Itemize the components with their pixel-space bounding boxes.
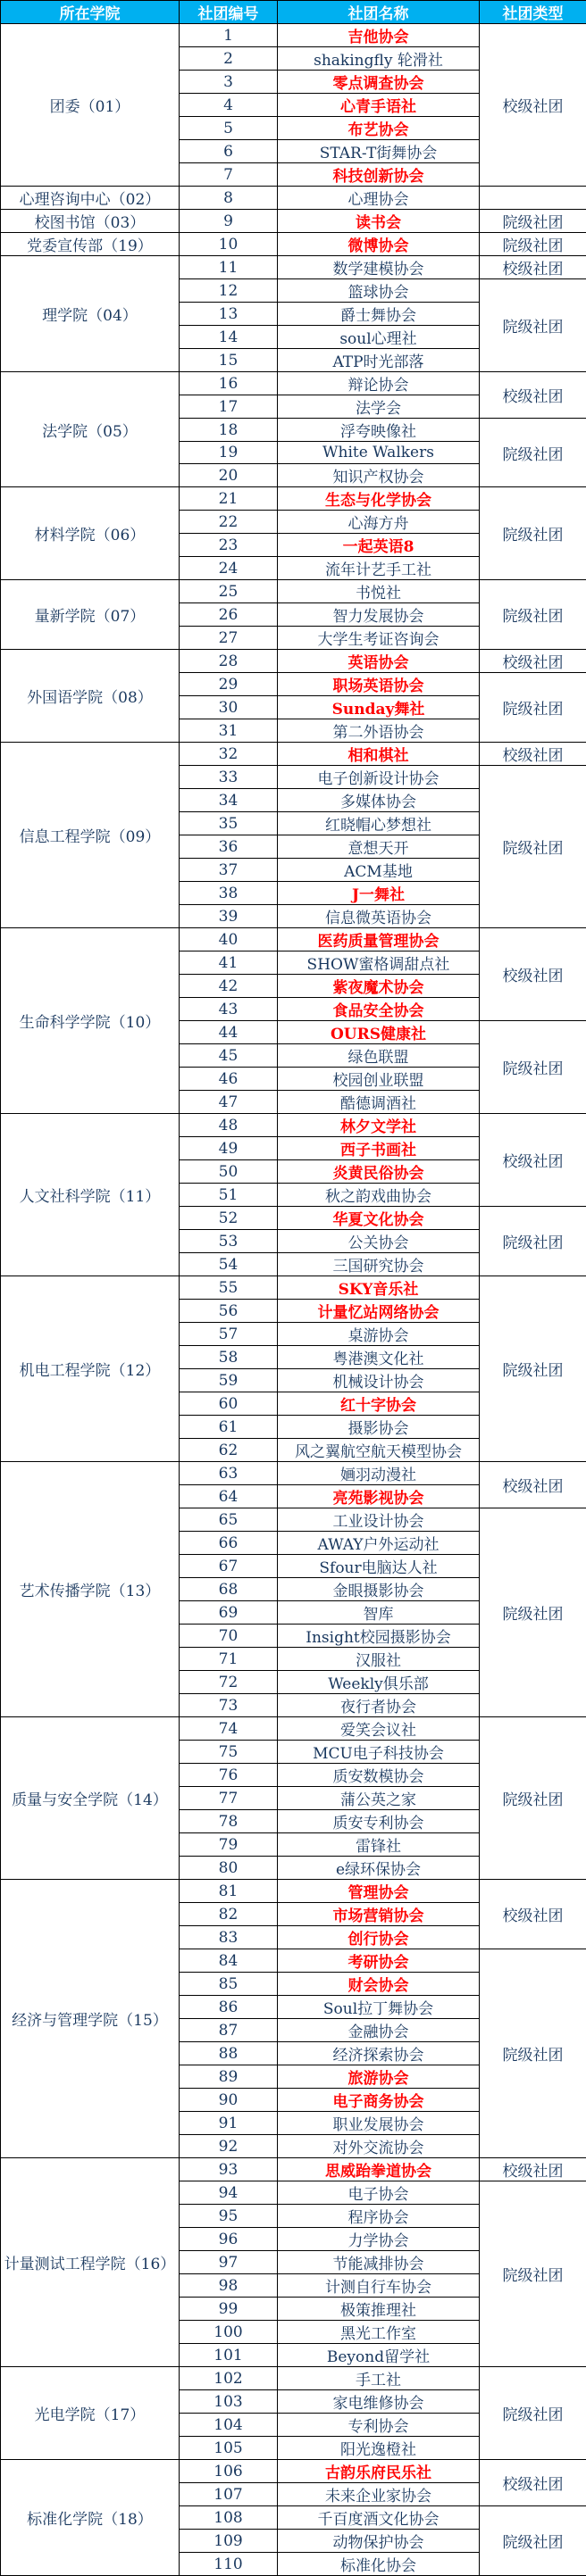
club-name-cell: Soul拉丁舞协会 xyxy=(278,1996,480,2019)
college-cell: 质量与安全学院（14） xyxy=(1,1717,180,1880)
college-cell: 党委宣传部（19） xyxy=(1,233,180,256)
table-row xyxy=(1,1276,586,1300)
college-cell: 标准化学院（18） xyxy=(1,2460,180,2576)
club-name-cell: 古韵乐府民乐社 xyxy=(278,2460,480,2483)
club-name-cell: 市场营销协会 xyxy=(278,1903,480,1926)
club-type-cell: 校级社团 xyxy=(480,650,586,673)
table-row xyxy=(1,256,586,279)
college-cell: 光电学院（17） xyxy=(1,2367,180,2460)
club-name-cell: Sfour电脑达人社 xyxy=(278,1555,480,1578)
club-id-cell: 26 xyxy=(180,603,278,627)
club-id-cell: 85 xyxy=(180,1973,278,1996)
club-name-cell: 阳光逸橙社 xyxy=(278,2437,480,2460)
club-id-cell: 82 xyxy=(180,1903,278,1926)
club-type-cell: 校级社团 xyxy=(480,2460,586,2506)
club-name-cell: 英语协会 xyxy=(278,650,480,673)
club-id-cell: 54 xyxy=(180,1253,278,1276)
club-id-cell: 88 xyxy=(180,2042,278,2065)
table-row xyxy=(1,1462,586,1485)
club-id-cell: 44 xyxy=(180,1021,278,1044)
club-name-cell: 辩论协会 xyxy=(278,372,480,395)
club-id-cell: 15 xyxy=(180,349,278,372)
club-id-cell: 41 xyxy=(180,951,278,975)
club-name-cell: SKY音乐社 xyxy=(278,1276,480,1300)
club-id-cell: 79 xyxy=(180,1833,278,1857)
club-name-cell: 信息微英语协会 xyxy=(278,905,480,928)
club-id-cell: 34 xyxy=(180,789,278,812)
club-id-cell: 38 xyxy=(180,882,278,905)
club-id-cell: 11 xyxy=(180,256,278,279)
club-id-cell: 78 xyxy=(180,1810,278,1833)
club-id-cell: 71 xyxy=(180,1648,278,1671)
club-name-cell: 华夏文化协会 xyxy=(278,1207,480,1230)
table-row xyxy=(1,233,586,256)
club-type-cell: 院级社团 xyxy=(480,2506,586,2576)
club-name-cell: 科技创新协会 xyxy=(278,163,480,187)
club-id-cell: 96 xyxy=(180,2228,278,2251)
college-cell: 人文社科学院（11） xyxy=(1,1114,180,1276)
club-type-cell: 院级社团 xyxy=(480,1717,586,1880)
club-type-cell: 院级社团 xyxy=(480,487,586,580)
club-name-cell: 黑光工作室 xyxy=(278,2321,480,2344)
club-id-cell: 13 xyxy=(180,303,278,326)
club-name-cell: 爵士舞协会 xyxy=(278,303,480,326)
club-id-cell: 27 xyxy=(180,627,278,650)
club-type-cell: 校级社团 xyxy=(480,24,586,187)
club-name-cell: 创行协会 xyxy=(278,1926,480,1949)
club-name-cell: 粤港澳文化社 xyxy=(278,1346,480,1369)
club-id-cell: 89 xyxy=(180,2065,278,2089)
club-id-cell: 47 xyxy=(180,1091,278,1114)
club-name-cell: 金眼摄影协会 xyxy=(278,1578,480,1601)
club-id-cell: 42 xyxy=(180,975,278,998)
table-row xyxy=(1,928,586,951)
club-id-cell: 106 xyxy=(180,2460,278,2483)
club-name-cell: 食品安全协会 xyxy=(278,998,480,1021)
club-name-cell: 雷锋社 xyxy=(278,1833,480,1857)
table-row xyxy=(1,580,586,603)
club-name-cell: 西子书画社 xyxy=(278,1137,480,1160)
college-cell: 机电工程学院（12） xyxy=(1,1276,180,1462)
club-name-cell: 汉服社 xyxy=(278,1648,480,1671)
club-id-cell: 17 xyxy=(180,395,278,419)
club-name-cell: OURS健康社 xyxy=(278,1021,480,1044)
club-id-cell: 76 xyxy=(180,1764,278,1787)
club-id-cell: 55 xyxy=(180,1276,278,1300)
club-id-cell: 87 xyxy=(180,2019,278,2042)
college-cell: 校图书馆（03） xyxy=(1,210,180,233)
club-id-cell: 4 xyxy=(180,94,278,117)
club-name-cell: 校园创业联盟 xyxy=(278,1068,480,1091)
club-name-cell: 考研协会 xyxy=(278,1949,480,1973)
club-id-cell: 91 xyxy=(180,2112,278,2135)
club-name-cell: 力学协会 xyxy=(278,2228,480,2251)
club-name-cell: 桌游协会 xyxy=(278,1323,480,1346)
club-name-cell: 动物保护协会 xyxy=(278,2530,480,2553)
club-name-cell: 金融协会 xyxy=(278,2019,480,2042)
club-name-cell: 法学会 xyxy=(278,395,480,419)
club-id-cell: 81 xyxy=(180,1880,278,1903)
club-type-cell: 院级社团 xyxy=(480,766,586,928)
club-name-cell: 心理协会 xyxy=(278,187,480,210)
club-id-cell: 14 xyxy=(180,326,278,349)
club-name-cell: ACM基地 xyxy=(278,859,480,882)
club-id-cell: 18 xyxy=(180,419,278,442)
club-id-cell: 25 xyxy=(180,580,278,603)
club-type-cell: 校级社团 xyxy=(480,1880,586,1949)
club-name-cell: 质安专利协会 xyxy=(278,1810,480,1833)
club-id-cell: 105 xyxy=(180,2437,278,2460)
club-type-cell: 院级社团 xyxy=(480,419,586,487)
club-type-cell: 院级社团 xyxy=(480,1021,586,1114)
table-row xyxy=(1,487,586,511)
club-name-cell: Weekly俱乐部 xyxy=(278,1671,480,1694)
club-id-cell: 52 xyxy=(180,1207,278,1230)
club-id-cell: 50 xyxy=(180,1160,278,1184)
college-cell: 信息工程学院（09） xyxy=(1,743,180,928)
club-id-cell: 30 xyxy=(180,696,278,719)
club-id-cell: 103 xyxy=(180,2390,278,2414)
table-row xyxy=(1,1717,586,1741)
club-id-cell: 58 xyxy=(180,1346,278,1369)
club-name-cell: STAR-T街舞协会 xyxy=(278,140,480,163)
club-id-cell: 69 xyxy=(180,1601,278,1625)
club-id-cell: 99 xyxy=(180,2298,278,2321)
club-id-cell: 49 xyxy=(180,1137,278,1160)
club-id-cell: 59 xyxy=(180,1369,278,1392)
club-name-cell: 工业设计协会 xyxy=(278,1508,480,1532)
club-id-cell: 45 xyxy=(180,1044,278,1068)
club-type-cell: 校级社团 xyxy=(480,372,586,419)
club-name-cell: 读书会 xyxy=(278,210,480,233)
club-name-cell: 财会协会 xyxy=(278,1973,480,1996)
club-name-cell: shakingfly 轮滑社 xyxy=(278,47,480,71)
table-row xyxy=(1,210,586,233)
club-id-cell: 84 xyxy=(180,1949,278,1973)
club-id-cell: 10 xyxy=(180,233,278,256)
club-name-cell: 多媒体协会 xyxy=(278,789,480,812)
club-id-cell: 43 xyxy=(180,998,278,1021)
club-name-cell: 千百度酒文化协会 xyxy=(278,2506,480,2530)
club-name-cell: 程序协会 xyxy=(278,2205,480,2228)
club-name-cell: 公关协会 xyxy=(278,1230,480,1253)
club-id-cell: 64 xyxy=(180,1485,278,1508)
club-type-cell: 院级社团 xyxy=(480,1207,586,1276)
club-id-cell: 74 xyxy=(180,1717,278,1741)
club-id-cell: 107 xyxy=(180,2483,278,2506)
club-id-cell: 65 xyxy=(180,1508,278,1532)
club-name-cell: 炎黄民俗协会 xyxy=(278,1160,480,1184)
club-name-cell: 家电维修协会 xyxy=(278,2390,480,2414)
club-name-cell: 标准化协会 xyxy=(278,2553,480,2576)
club-id-cell: 3 xyxy=(180,71,278,94)
club-name-cell: 数学建模协会 xyxy=(278,256,480,279)
club-id-cell: 28 xyxy=(180,650,278,673)
club-id-cell: 57 xyxy=(180,1323,278,1346)
club-id-cell: 72 xyxy=(180,1671,278,1694)
club-type-cell: 校级社团 xyxy=(480,2158,586,2181)
club-id-cell: 23 xyxy=(180,534,278,557)
header-club-id: 社团编号 xyxy=(180,1,278,24)
club-name-cell: 书悦社 xyxy=(278,580,480,603)
club-type-cell: 院级社团 xyxy=(480,233,586,256)
club-id-cell: 77 xyxy=(180,1787,278,1810)
club-name-cell: 布艺协会 xyxy=(278,117,480,140)
club-name-cell: 婳羽动漫社 xyxy=(278,1462,480,1485)
club-id-cell: 20 xyxy=(180,464,278,487)
club-name-cell: 一起英语8 xyxy=(278,534,480,557)
club-id-cell: 12 xyxy=(180,279,278,303)
club-id-cell: 104 xyxy=(180,2414,278,2437)
club-type-cell: 校级社团 xyxy=(480,743,586,766)
club-type-cell xyxy=(480,187,586,210)
club-name-cell: 大学生考证咨询会 xyxy=(278,627,480,650)
club-id-cell: 39 xyxy=(180,905,278,928)
club-id-cell: 16 xyxy=(180,372,278,395)
club-name-cell: 医药质量管理协会 xyxy=(278,928,480,951)
club-name-cell: 篮球协会 xyxy=(278,279,480,303)
table-row xyxy=(1,1114,586,1137)
club-id-cell: 6 xyxy=(180,140,278,163)
club-id-cell: 9 xyxy=(180,210,278,233)
club-id-cell: 31 xyxy=(180,719,278,743)
club-name-cell: 林夕文学社 xyxy=(278,1114,480,1137)
club-id-cell: 63 xyxy=(180,1462,278,1485)
college-cell: 艺术传播学院（13） xyxy=(1,1462,180,1717)
club-name-cell: 职业发展协会 xyxy=(278,2112,480,2135)
club-name-cell: 亮苑影视协会 xyxy=(278,1485,480,1508)
club-name-cell: 心海方舟 xyxy=(278,511,480,534)
club-name-cell: 电子创新设计协会 xyxy=(278,766,480,789)
club-id-cell: 51 xyxy=(180,1184,278,1207)
club-name-cell: 风之翼航空航天模型协会 xyxy=(278,1439,480,1462)
club-id-cell: 33 xyxy=(180,766,278,789)
club-name-cell: 蒲公英之家 xyxy=(278,1787,480,1810)
club-name-cell: 第二外语协会 xyxy=(278,719,480,743)
club-name-cell: 电子协会 xyxy=(278,2181,480,2205)
club-id-cell: 86 xyxy=(180,1996,278,2019)
club-name-cell: 紫夜魔术协会 xyxy=(278,975,480,998)
club-type-cell: 院级社团 xyxy=(480,2181,586,2367)
club-name-cell: 心青手语社 xyxy=(278,94,480,117)
club-name-cell: MCU电子科技协会 xyxy=(278,1741,480,1764)
club-name-cell: 浮夸映像社 xyxy=(278,419,480,442)
table-row xyxy=(1,1880,586,1903)
club-type-cell: 院级社团 xyxy=(480,2367,586,2460)
club-name-cell: AWAY户外运动社 xyxy=(278,1532,480,1555)
club-name-cell: 摄影协会 xyxy=(278,1416,480,1439)
club-type-cell: 校级社团 xyxy=(480,1462,586,1508)
club-id-cell: 53 xyxy=(180,1230,278,1253)
club-name-cell: ATP时光部落 xyxy=(278,349,480,372)
table-header xyxy=(1,1,586,24)
club-name-cell: 微博协会 xyxy=(278,233,480,256)
club-name-cell: 旅游协会 xyxy=(278,2065,480,2089)
club-name-cell: 知识产权协会 xyxy=(278,464,480,487)
club-name-cell: soul心理社 xyxy=(278,326,480,349)
club-id-cell: 83 xyxy=(180,1926,278,1949)
club-id-cell: 56 xyxy=(180,1300,278,1323)
club-name-cell: 酷德调酒社 xyxy=(278,1091,480,1114)
club-name-cell: White Walkers xyxy=(278,442,480,464)
club-id-cell: 97 xyxy=(180,2251,278,2274)
club-type-cell: 校级社团 xyxy=(480,256,586,279)
club-name-cell: 零点调查协会 xyxy=(278,71,480,94)
club-type-cell: 校级社团 xyxy=(480,928,586,1021)
college-cell: 量新学院（07） xyxy=(1,580,180,650)
club-id-cell: 62 xyxy=(180,1439,278,1462)
club-id-cell: 98 xyxy=(180,2274,278,2298)
club-id-cell: 7 xyxy=(180,163,278,187)
club-id-cell: 61 xyxy=(180,1416,278,1439)
club-name-cell: 质安数模协会 xyxy=(278,1764,480,1787)
club-id-cell: 68 xyxy=(180,1578,278,1601)
club-name-cell: 智库 xyxy=(278,1601,480,1625)
club-id-cell: 46 xyxy=(180,1068,278,1091)
club-name-cell: 相和棋社 xyxy=(278,743,480,766)
college-cell: 团委（01） xyxy=(1,24,180,187)
table-row xyxy=(1,372,586,395)
table-body xyxy=(1,24,586,2576)
club-type-cell: 院级社团 xyxy=(480,210,586,233)
club-id-cell: 108 xyxy=(180,2506,278,2530)
club-id-cell: 73 xyxy=(180,1694,278,1717)
club-name-cell: 思威跆拳道协会 xyxy=(278,2158,480,2181)
club-name-cell: 计测自行车协会 xyxy=(278,2274,480,2298)
college-cell: 外国语学院（08） xyxy=(1,650,180,743)
club-name-cell: 未来企业家协会 xyxy=(278,2483,480,2506)
club-type-cell: 院级社团 xyxy=(480,1276,586,1462)
club-name-cell: SHOW蜜格调甜点社 xyxy=(278,951,480,975)
club-id-cell: 102 xyxy=(180,2367,278,2390)
header-club-type: 社团类型 xyxy=(480,1,586,24)
club-type-cell: 院级社团 xyxy=(480,1949,586,2158)
club-name-cell: 极策推理社 xyxy=(278,2298,480,2321)
club-name-cell: 流年计艺手工社 xyxy=(278,557,480,580)
club-id-cell: 100 xyxy=(180,2321,278,2344)
club-name-cell: e绿环保协会 xyxy=(278,1857,480,1880)
college-cell: 心理咨询中心（02） xyxy=(1,187,180,210)
club-id-cell: 66 xyxy=(180,1532,278,1555)
club-id-cell: 67 xyxy=(180,1555,278,1578)
club-name-cell: J一舞社 xyxy=(278,882,480,905)
club-id-cell: 70 xyxy=(180,1625,278,1648)
club-id-cell: 40 xyxy=(180,928,278,951)
college-cell: 材料学院（06） xyxy=(1,487,180,580)
college-cell: 经济与管理学院（15） xyxy=(1,1880,180,2158)
club-name-cell: 职场英语协会 xyxy=(278,673,480,696)
club-name-cell: 机械设计协会 xyxy=(278,1369,480,1392)
college-cell: 计量测试工程学院（16） xyxy=(1,2158,180,2367)
club-type-cell: 校级社团 xyxy=(480,1114,586,1207)
club-id-cell: 48 xyxy=(180,1114,278,1137)
table-row xyxy=(1,187,586,210)
club-id-cell: 101 xyxy=(180,2344,278,2367)
club-name-cell: 经济探索协会 xyxy=(278,2042,480,2065)
club-id-cell: 109 xyxy=(180,2530,278,2553)
club-id-cell: 36 xyxy=(180,835,278,859)
college-cell: 生命科学学院（10） xyxy=(1,928,180,1114)
club-id-cell: 2 xyxy=(180,47,278,71)
club-id-cell: 110 xyxy=(180,2553,278,2576)
club-id-cell: 93 xyxy=(180,2158,278,2181)
club-id-cell: 5 xyxy=(180,117,278,140)
club-id-cell: 35 xyxy=(180,812,278,835)
club-name-cell: 节能减排协会 xyxy=(278,2251,480,2274)
header-college: 所在学院 xyxy=(1,1,180,24)
college-cell: 法学院（05） xyxy=(1,372,180,487)
club-id-cell: 32 xyxy=(180,743,278,766)
club-id-cell: 60 xyxy=(180,1392,278,1416)
club-id-cell: 95 xyxy=(180,2205,278,2228)
table-row xyxy=(1,650,586,673)
club-id-cell: 90 xyxy=(180,2089,278,2112)
club-name-cell: 生态与化学协会 xyxy=(278,487,480,511)
club-id-cell: 21 xyxy=(180,487,278,511)
club-name-cell: 计量忆站网络协会 xyxy=(278,1300,480,1323)
club-id-cell: 19 xyxy=(180,442,278,464)
club-name-cell: 红十字协会 xyxy=(278,1392,480,1416)
table-row xyxy=(1,2158,586,2181)
club-id-cell: 75 xyxy=(180,1741,278,1764)
club-type-cell: 院级社团 xyxy=(480,1508,586,1717)
club-name-cell: 夜行者协会 xyxy=(278,1694,480,1717)
club-id-cell: 29 xyxy=(180,673,278,696)
club-id-cell: 24 xyxy=(180,557,278,580)
club-name-cell: 手工社 xyxy=(278,2367,480,2390)
club-name-cell: 智力发展协会 xyxy=(278,603,480,627)
club-id-cell: 94 xyxy=(180,2181,278,2205)
college-cell: 理学院（04） xyxy=(1,256,180,372)
table-row xyxy=(1,24,586,47)
header-row xyxy=(1,1,586,24)
club-name-cell: 电子商务协会 xyxy=(278,2089,480,2112)
club-name-cell: 对外交流协会 xyxy=(278,2135,480,2158)
club-id-cell: 8 xyxy=(180,187,278,210)
club-name-cell: Beyond留学社 xyxy=(278,2344,480,2367)
header-club-name: 社团名称 xyxy=(278,1,480,24)
table-row xyxy=(1,2367,586,2390)
club-name-cell: 三国研究协会 xyxy=(278,1253,480,1276)
club-id-cell: 92 xyxy=(180,2135,278,2158)
club-name-cell: 管理协会 xyxy=(278,1880,480,1903)
club-type-cell: 院级社团 xyxy=(480,279,586,372)
club-name-cell: 绿色联盟 xyxy=(278,1044,480,1068)
club-id-cell: 22 xyxy=(180,511,278,534)
club-id-cell: 1 xyxy=(180,24,278,47)
club-name-cell: 秋之韵戏曲协会 xyxy=(278,1184,480,1207)
club-name-cell: 爱笑会议社 xyxy=(278,1717,480,1741)
club-name-cell: 意想天开 xyxy=(278,835,480,859)
table-row xyxy=(1,743,586,766)
club-name-cell: 红晓帽心梦想社 xyxy=(278,812,480,835)
club-id-cell: 80 xyxy=(180,1857,278,1880)
club-type-cell: 院级社团 xyxy=(480,580,586,650)
club-name-cell: 专利协会 xyxy=(278,2414,480,2437)
club-id-cell: 37 xyxy=(180,859,278,882)
club-name-cell: Sunday舞社 xyxy=(278,696,480,719)
club-name-cell: Insight校园摄影协会 xyxy=(278,1625,480,1648)
club-name-cell: 吉他协会 xyxy=(278,24,480,47)
club-type-cell: 院级社团 xyxy=(480,673,586,743)
